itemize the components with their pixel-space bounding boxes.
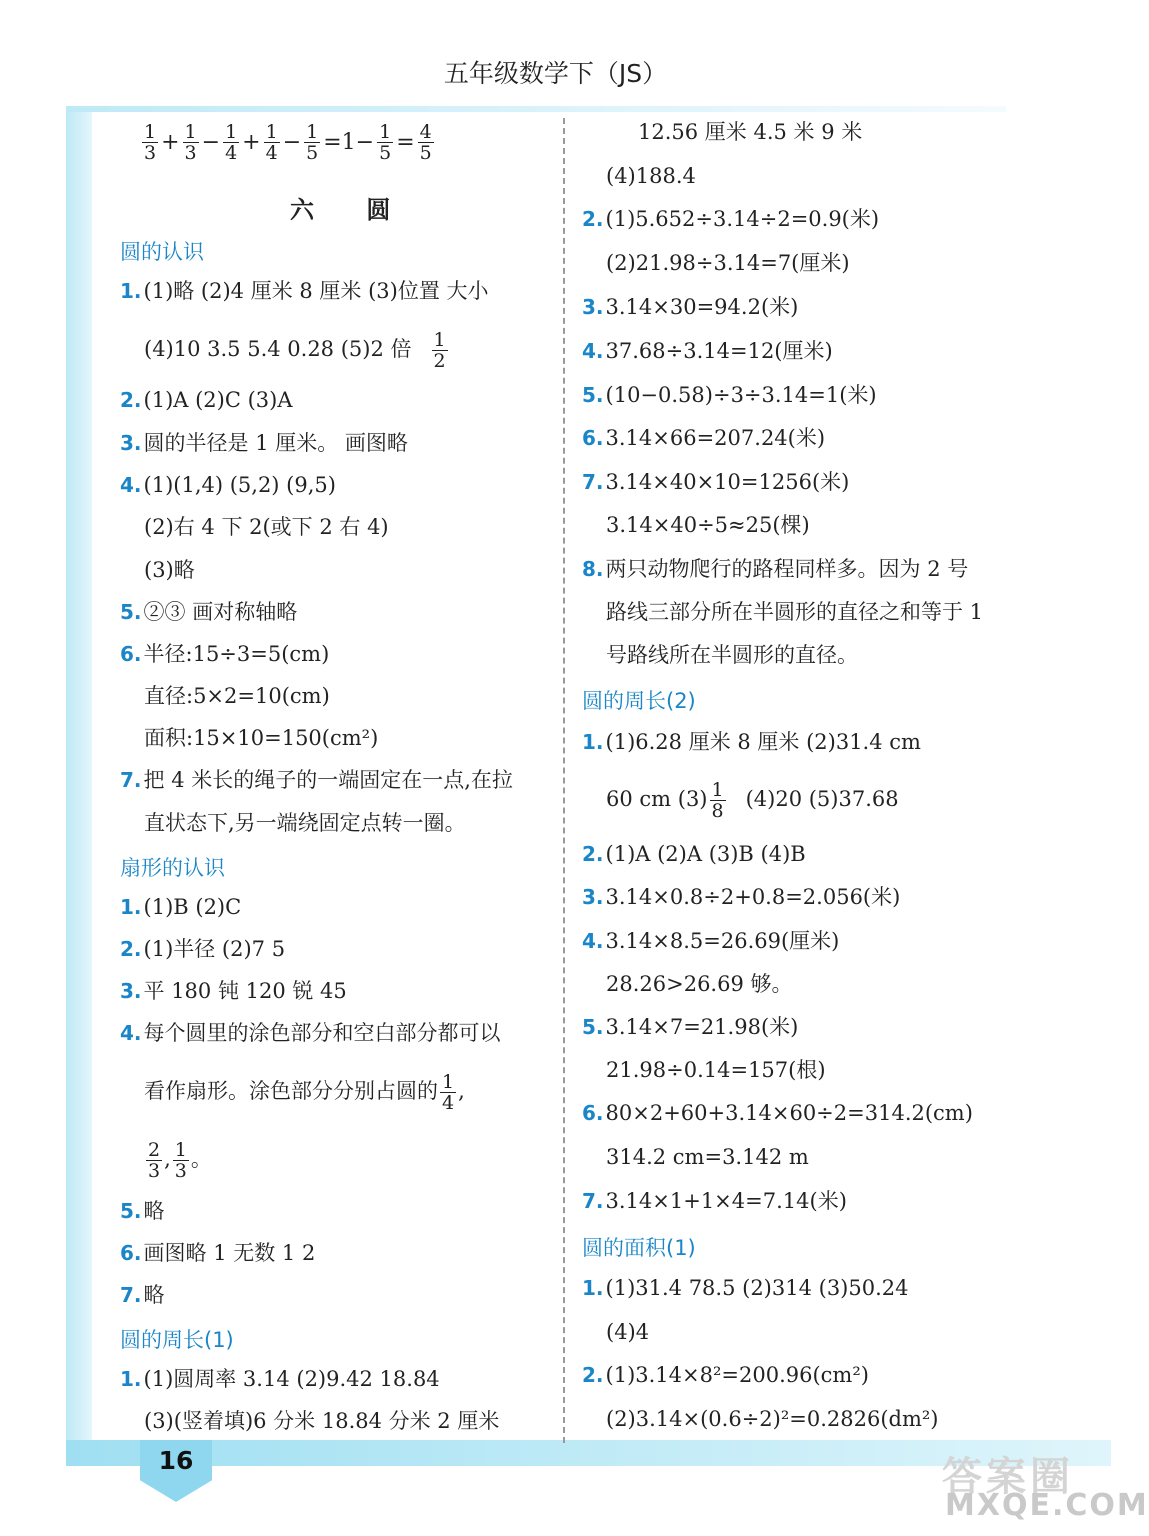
page-frame-left [66,112,92,1452]
answer-line: 5.(10−0.58)÷3÷3.14=1(米) [582,383,877,407]
answer-line: 7.3.14×40×10=1256(米) [582,470,850,494]
answer-line: 6.3.14×66=207.24(米) [582,426,826,450]
answer-line: 6.画图略 1 无数 1 2 [120,1241,316,1265]
answer-line: 2.(1)A (2)A (3)B (4)B [582,842,806,866]
answer-line: (4)10 3.5 5.4 0.28 (5)2 倍 $\frac{1}{2}$ [144,329,446,372]
watermark-url: MXQE.COM [945,1488,1149,1523]
answer-line: 7.把 4 米长的绳子的一端固定在一点,在拉 [120,768,513,792]
section-title: 圆的周长(1) [120,1328,234,1352]
answer-line: 1.(1)B (2)C [120,895,242,919]
answer-line: (2)21.98÷3.14=7(厘米) [606,251,850,275]
answer-line: 4.(1)(1,4) (5,2) (9,5) [120,473,336,497]
section-title: 扇形的认识 [120,856,225,880]
answer-line: 4.37.68÷3.14=12(厘米) [582,339,833,363]
answer-line: 314.2 cm=3.142 m [606,1145,809,1169]
answer-line: 2.(1)5.652÷3.14÷2=0.9(米) [582,207,880,231]
answer-line: 3.圆的半径是 1 厘米。 画图略 [120,431,408,455]
answer-line: 5.3.14×7=21.98(米) [582,1015,799,1039]
answer-line: 直状态下,另一端绕固定点转一圈。 [144,811,466,835]
answer-line: (4)4 [606,1320,650,1344]
page-header: 五年级数学下（JS） [443,59,668,88]
answer-line: 面积:15×10=150(cm²) [144,726,379,750]
answer-line: 1.(1)6.28 厘米 8 厘米 (2)31.4 cm [582,730,921,754]
section-title: 圆的认识 [120,240,204,264]
answer-line: 3.平 180 钝 120 锐 45 [120,979,347,1003]
answer-line: (4)188.4 [606,164,696,188]
watermark-logo: 答案圈 [942,1454,1074,1500]
answer-line: 3.14×40÷5≈25(棵) [606,513,810,537]
chapter-title: 六 圆 [290,196,413,224]
answer-line: 12.56 厘米 4.5 米 9 米 [638,120,863,144]
answer-line: (3)略 [144,558,195,582]
answer-line: 8.两只动物爬行的路程同样多。因为 2 号 [582,557,969,581]
answer-line: 4.3.14×8.5=26.69(厘米) [582,929,840,953]
answer-line: 1.(1)圆周率 3.14 (2)9.42 18.84 [120,1367,440,1391]
answer-line: 7.3.14×1+1×4=7.14(米) [582,1189,847,1213]
answer-line: 号路线所在半圆形的直径。 [606,643,858,667]
answer-line: 3.3.14×0.8÷2+0.8=2.056(米) [582,885,901,909]
answer-line: $\frac{2}{3}$ , $\frac{1}{3}$ 。 [148,1139,212,1182]
answer-line: 2.(1)3.14×8²=200.96(cm²) [582,1363,869,1387]
answer-line: 看作扇形。涂色部分分别占圆的 $\frac{1}{4}$ , [144,1071,465,1114]
column-divider [563,118,565,1443]
answer-line: 5.②③ 画对称轴略 [120,600,298,624]
answer-line: 1.(1)略 (2)4 厘米 8 厘米 (3)位置 大小 [120,279,489,303]
answer-line: 1.(1)31.4 78.5 (2)314 (3)50.24 [582,1276,909,1300]
answer-line: 6.半径:15÷3=5(cm) [120,642,330,666]
answer-line: 6.80×2+60+3.14×60÷2=314.2(cm) [582,1101,973,1125]
answer-line: 7.略 [120,1283,165,1307]
answer-line: (2)右 4 下 2(或下 2 右 4) [144,515,389,539]
answer-line: 直径:5×2=10(cm) [144,684,330,708]
answer-line: 2.(1)半径 (2)7 5 [120,937,286,961]
answer-line: 28.26>26.69 够。 [606,972,793,996]
answer-line: 2.(1)A (2)C (3)A [120,388,293,412]
intro-equation: $\frac{1}{3}$ + $\frac{1}{3}$ − $\frac{1}{4}$ + $\frac{1}{4}$ − $\frac{1}{5}$ =1− $\frac{1}{5}$ = $\frac{4}{5}$ [144,121,432,164]
answer-line: (3)(竖着填)6 分米 18.84 分米 2 厘米 [144,1409,500,1433]
section-title: 圆的周长(2) [582,689,696,713]
answer-line: 路线三部分所在半圆形的直径之和等于 1 [606,600,984,624]
answer-line: 4.每个圆里的涂色部分和空白部分都可以 [120,1021,501,1045]
answer-line: 5.略 [120,1199,165,1223]
page-frame-top [66,106,1006,112]
answer-line: (2)3.14×(0.6÷2)²=0.2826(dm²) [606,1407,939,1431]
answer-line: 21.98÷0.14=157(根) [606,1058,826,1082]
page-number: 16 [158,1446,194,1475]
section-title: 圆的面积(1) [582,1236,696,1260]
answer-line: 60 cm (3) $\frac{1}{8}$ (4)20 (5)37.68 [606,779,899,822]
answer-line: 3.3.14×30=94.2(米) [582,295,799,319]
